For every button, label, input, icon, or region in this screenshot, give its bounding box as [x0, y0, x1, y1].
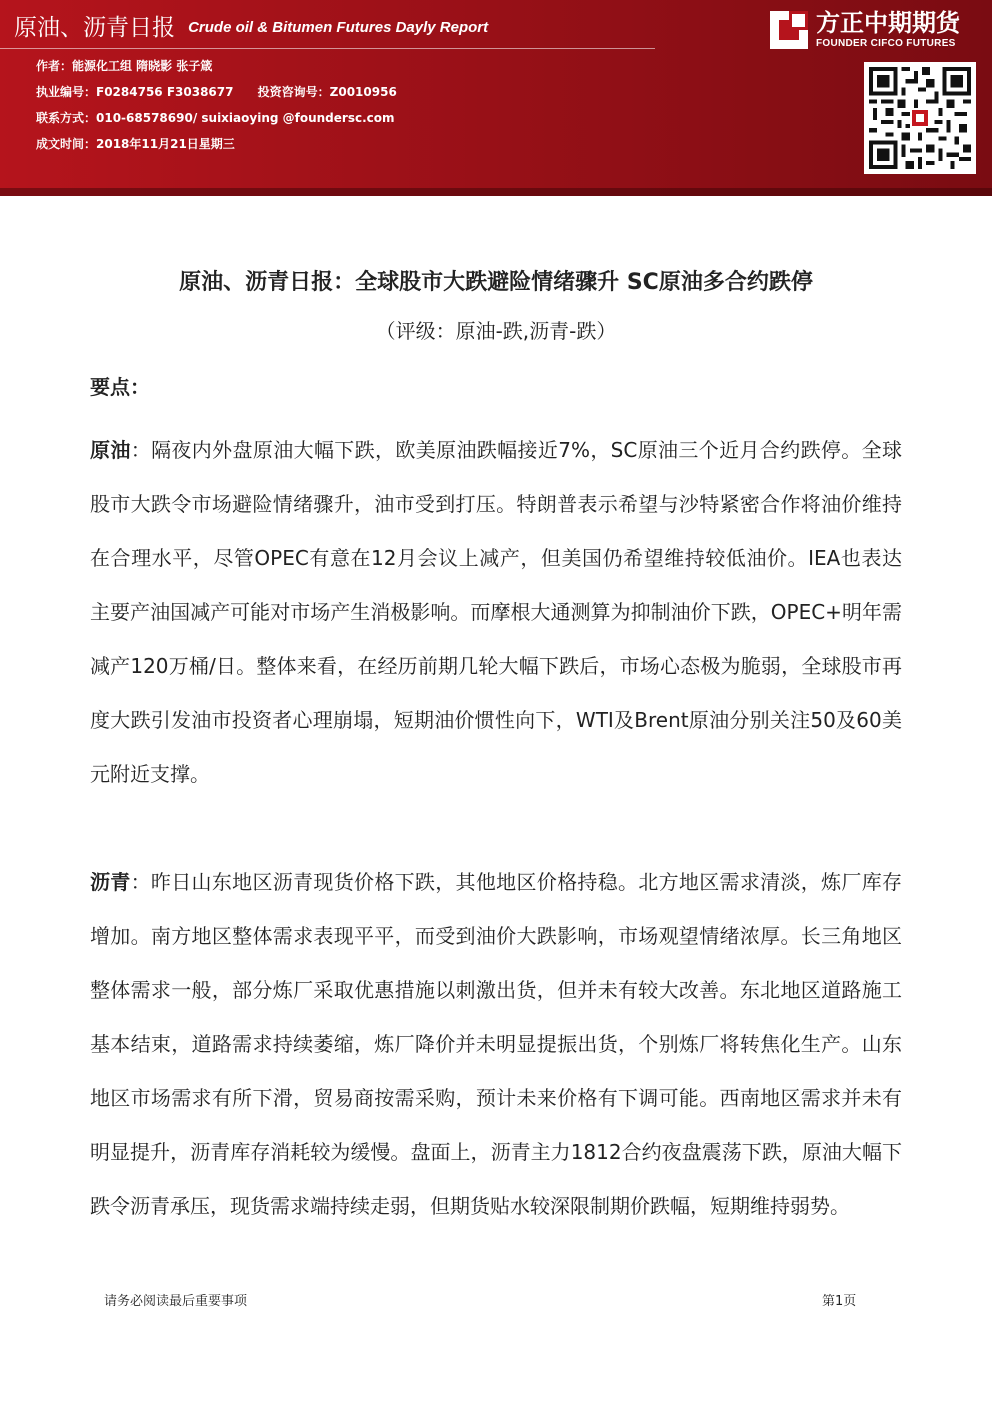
founder-logo-icon: [770, 11, 808, 49]
crude-oil-label: 原油: [90, 438, 131, 462]
header-divider: [0, 48, 655, 49]
report-header: [0, 0, 992, 188]
logo-text-en: FOUNDER CIFCO FUTURES: [816, 38, 956, 49]
report-rating: （评级：原油-跌,沥青-跌）: [375, 319, 617, 343]
header-title-en: Crude oil & Bitumen Futures Dayly Report: [188, 19, 489, 36]
crude-oil-paragraph: [90, 423, 902, 801]
qr-code-icon: [869, 67, 971, 169]
header-title: [14, 10, 488, 46]
crude-oil-text: ：隔夜内外盘原油大幅下跌，欧美原油跌幅接近7%，SC原油三个近月合约跌停。全球股市大跌令市场避险情绪骤升，油市受到打压。特朗普表示希望与沙特紧密合作将油价维持在合理水平，尽管OPEC有意在12月会议上减产，但美国仍希望维持较低油价。IEA也表达主要产油国减产可能对市场产生消极影响。而摩根大通测算为抑制油价下跌，OPEC+明年需减产120万桶/日。整体来看，在经历前期几轮大幅下跌后，市场心态极为脆弱，全球股市再度大跌引发油市投资者心理崩塌，短期油价惯性向下，WTI及Brent原油分别关注50及60美元附近支撑。: [90, 438, 902, 786]
license-line: [36, 84, 397, 100]
report-title: 原油、沥青日报：全球股市大跌避险情绪骤升 SC原油多合约跌停: [179, 270, 813, 295]
contact-line: 联系方式：010-68578690/ suixiaoying @foundersc.com: [36, 111, 395, 125]
logo-text-cn: 方正中期期货: [816, 9, 960, 37]
license-numbers: 执业编号：F0284756 F3038677: [36, 85, 234, 99]
bitumen-paragraph: [90, 855, 902, 1233]
date-line: 成文时间：2018年11月21日星期三: [36, 137, 235, 151]
bitumen-text: ：昨日山东地区沥青现货价格下跌，其他地区价格持稳。北方地区需求清淡，炼厂库存增加。南方地区整体需求表现平平，而受到油价大跌影响，市场观望情绪浓厚。长三角地区整体需求一般，部分炼厂采取优惠措施以刺激出货，但并未有较大改善。东北地区道路施工基本结束，道路需求持续萎缩，炼厂降价并未明显提振出货，个别炼厂将转焦化生产。山东地区市场需求有所下滑，贸易商按需采购，预计未来价格有下调可能。西南地区需求并未有明显提升，沥青库存消耗较为缓慢。盘面上，沥青主力1812合约夜盘震荡下跌，原油大幅下跌令沥青承压，现货需求端持续走弱，但期货贴水较深限制期价跌幅，短期维持弱势。: [90, 870, 903, 1218]
header-bottom-stripe: [0, 188, 992, 196]
header-title-cn: 原油、沥青日报: [14, 15, 175, 41]
footer-notice: 请务必阅读最后重要事项: [104, 1294, 248, 1309]
key-points-heading: 要点：: [90, 375, 150, 399]
advisory-number: 投资咨询号：Z0010956: [257, 85, 397, 99]
page-number: 第1页: [822, 1294, 857, 1309]
authors-line: 作者：能源化工组 隋晓影 张子箴: [36, 59, 213, 73]
qr-code: [864, 62, 976, 174]
company-logo: [770, 7, 985, 55]
bitumen-label: 沥青: [90, 870, 131, 894]
